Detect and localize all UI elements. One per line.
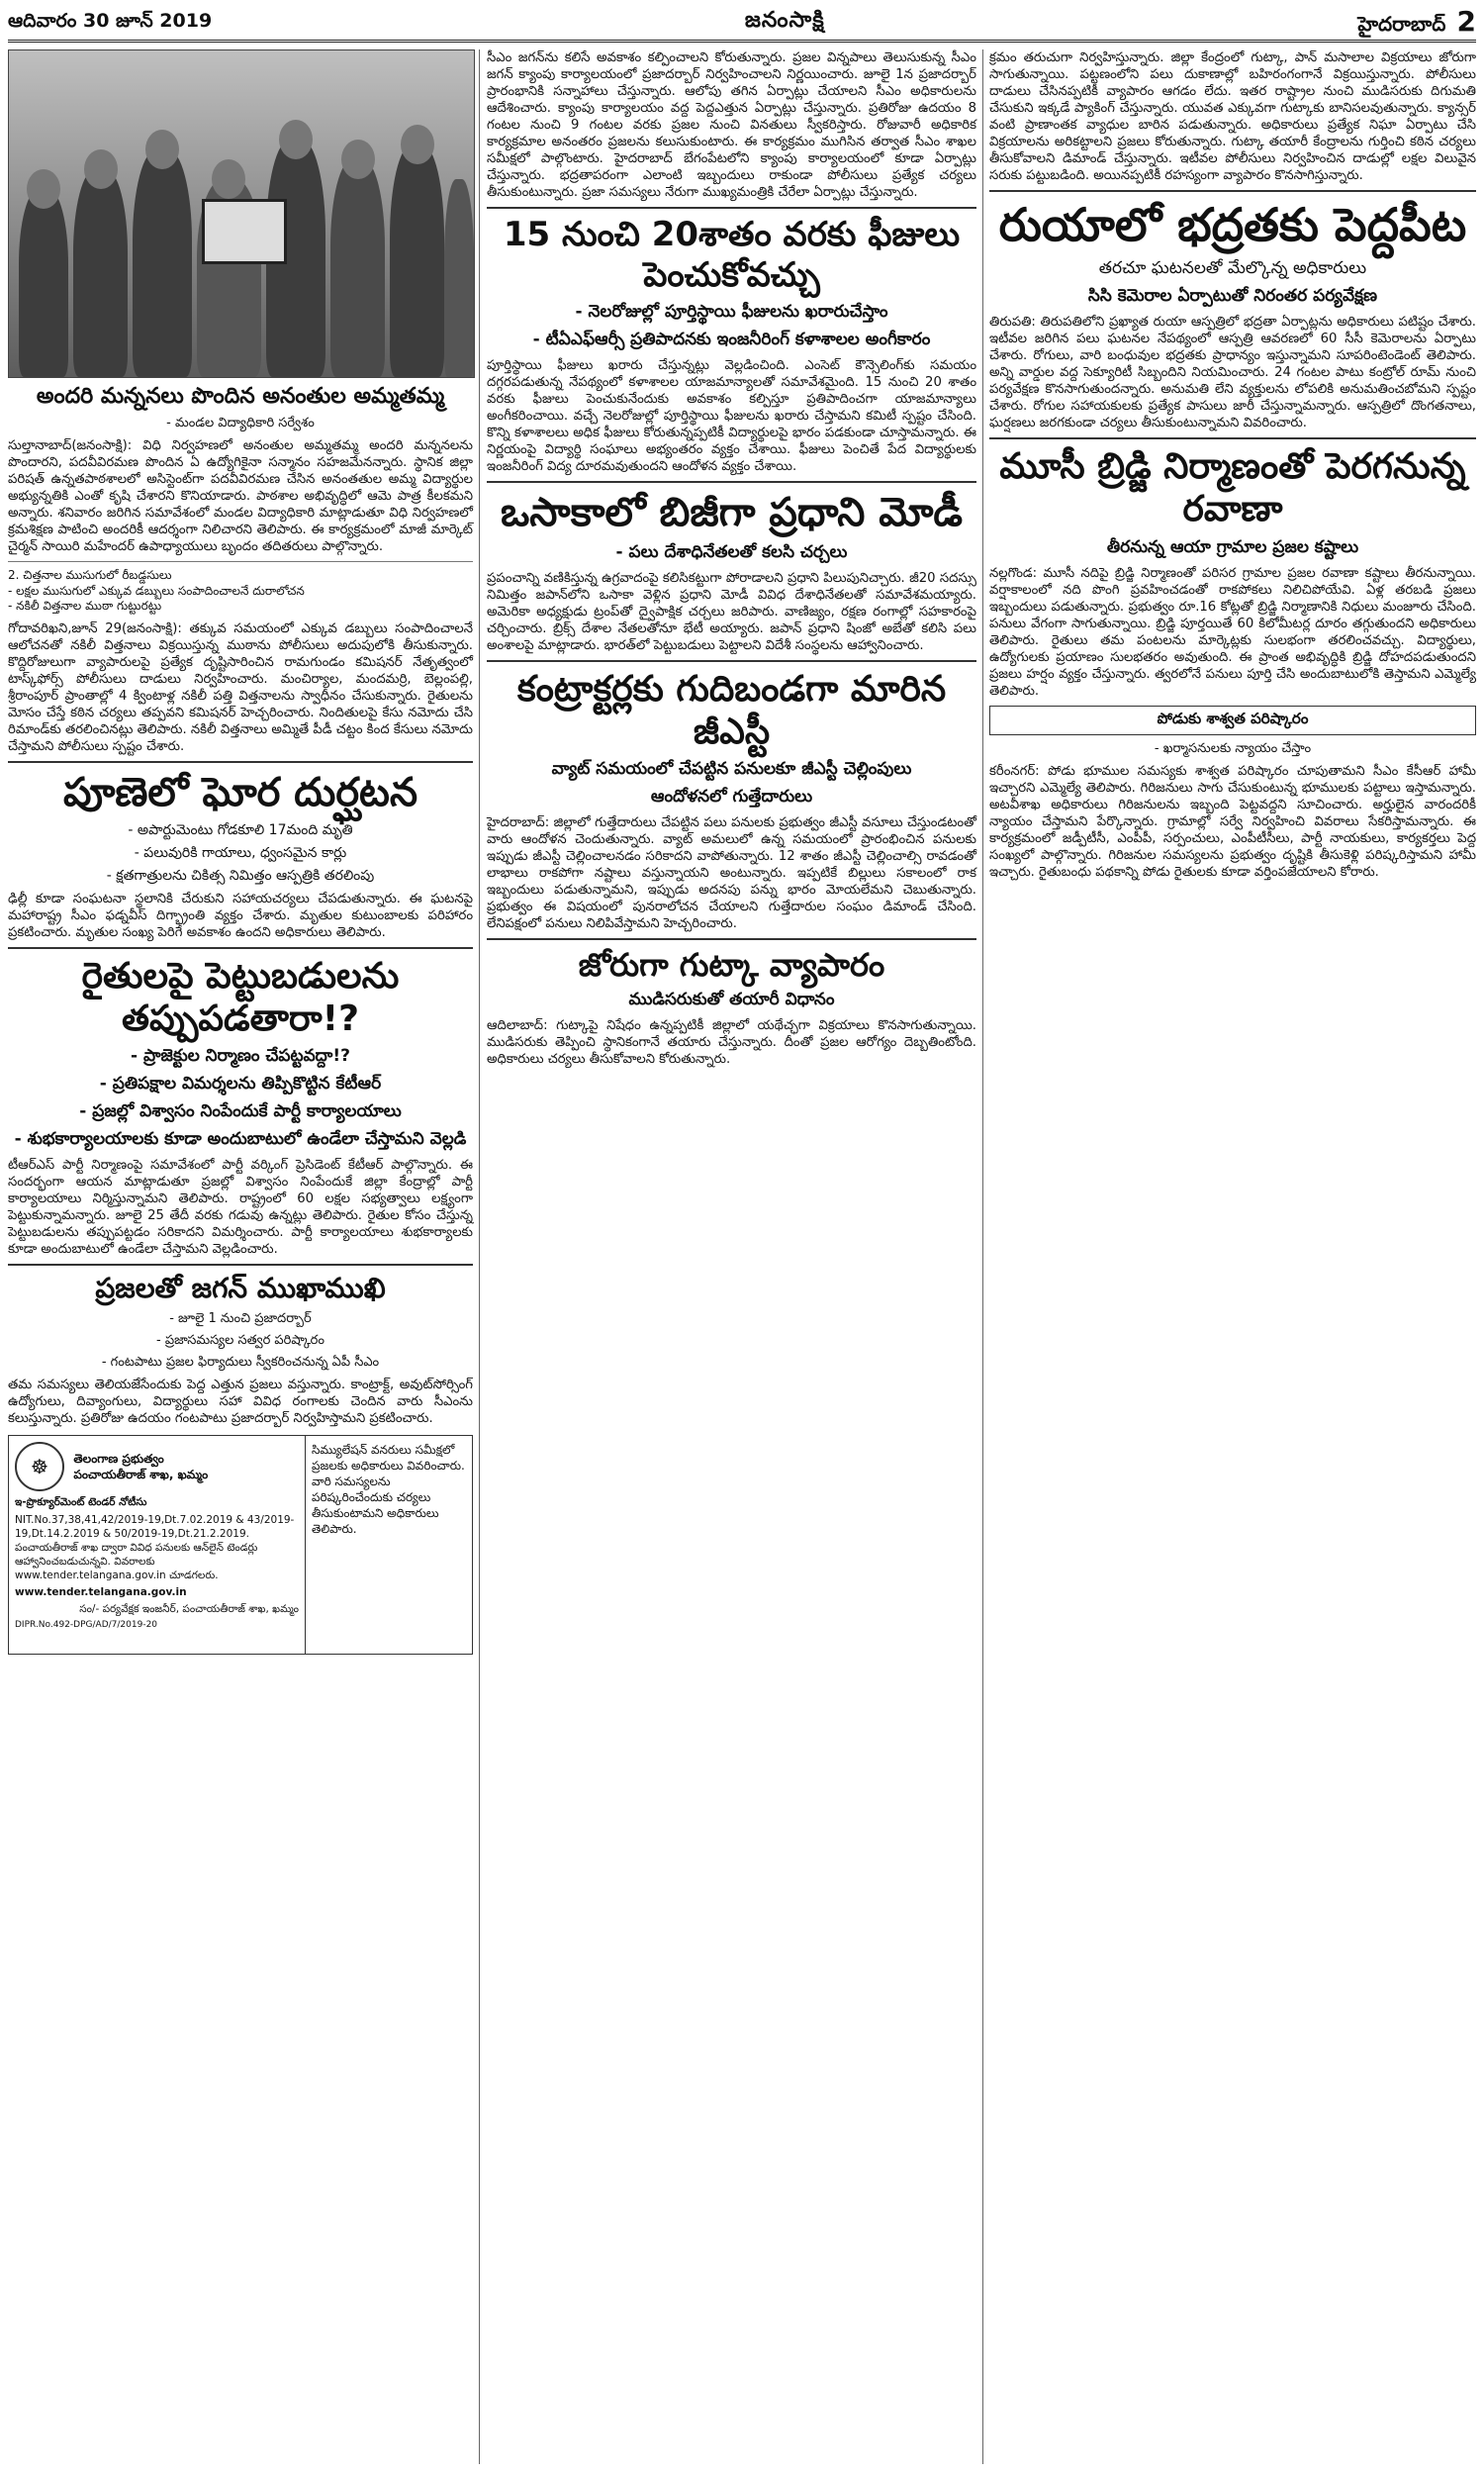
headline: రుయాలో భద్రతకు పెద్దపీట bbox=[998, 198, 1467, 251]
subheadline: తరచూ ఘటనలతో మేల్కొన్న అధికారులు bbox=[1098, 258, 1367, 279]
masthead bbox=[8, 6, 1476, 43]
headline: 15 నుంచి 20శాతం వరకు ఫీజులు పెంచుకోవచ్చు bbox=[503, 215, 961, 295]
subheadline: - నెలరోజుల్లో పూర్తిస్థాయి ఫీజులను ఖరారుచేస్తాం bbox=[575, 301, 888, 322]
article-body: సీఎం జగన్‌ను కలిసే అవకాశం కల్పించాలని కోరుతున్నారు. ప్రజల విన్నపాలు తెలుసుకున్న సీఎం జగన్ క్యాంపు కార్యాలయంలో ప్రజాదర్బార్ నిర్వహించాలని నిర్ణయించారు. జూలై 1న ప్రజాదర్బార్ ప్రారంభానికి సన్నాహాలు చేస్తున్నారు. ఆలోపు తగిన ఏర్పాట్లు చేయాలని సీఎం అధికారులను ఆదేశించారు. క్యాంపు కార్యాలయం వద్ద పెద్దఎత్తున ఏర్పాట్లు చేస్తున్నారు. ప్రతిరోజు ఉదయం 8 గంటల నుంచి 9 గంటల వరకు ప్రజల నుంచి వినతులు స్వీకరిస్తారు. రోజువారీ అధికారిక కార్యక్రమాల అనంతరం ప్రజలను కలుసుకుంటారు. ఈ కార్యక్రమం ముగిసిన తర్వాత సీఎం శాఖల సమీక్షలో పాల్గొంటారు. హైదరాబాద్ బేగంపేటలోని క్యాంపు కార్యాలయంలో కూడా ఏర్పాట్లు చేస్తున్నారు. భద్రతాపరంగా ఎలాంటి ఇబ్బందులు రాకుండా పోలీసులు ప్రత్యేక చర్యలు తీసుకుంటున్నారు. ప్రజా సమస్యలు నేరుగా ముఖ్యమంత్రికి చేరేలా ఏర్పాట్లు చేస్తున్నారు. bbox=[487, 50, 981, 200]
tender-advertisement bbox=[8, 1435, 473, 1655]
byline: - మండల విద్యాధికారి సర్వేశం bbox=[166, 416, 315, 431]
headline: రైతులపై పెట్టుబడులను తప్పుపడతారా!? bbox=[81, 955, 400, 1040]
edition-city: హైదరాబాద్ bbox=[1357, 12, 1446, 36]
ad-notice-title: ఇ-ప్రొక్యూర్‌మెంట్ టెండర్ నోటీసు bbox=[15, 1495, 147, 1508]
headline: జోరుగా గుట్కా వ్యాపారం bbox=[578, 945, 885, 984]
boxed-headline: పోడుకు శాశ్వత పరిష్కారం bbox=[989, 706, 1476, 735]
subheadline: - క్షతగాత్రులను చికిత్స నిమిత్తం ఆస్పత్రికి తరలింపు bbox=[106, 867, 375, 884]
subheadline: వ్యాట్ సమయంలో చేపట్టిన పనులకూ జీఎస్టీ చెల్లింపులు bbox=[551, 758, 912, 779]
paper-name: జనంసాక్షి bbox=[744, 8, 825, 33]
article-body: పూర్తిస్థాయి ఫీజులు ఖరారు చేస్తున్నట్లు వెల్లడించింది. ఎంసెట్ కౌన్సెలింగ్‌కు సమయం దగ్గరపడుతున్న నేపథ్యంలో కళాశాలల యాజమాన్యాలతో సమావేశమైంది. 15 నుంచి 20 శాతం వరకు ఫీజులు పెంచుకునేందుకు అవకాశం కల్పిస్తూ ప్రతిపాదించగా యాజమాన్యాలు అంగీకరించాయి. వచ్చే నెలరోజుల్లో పూర్తిస్థాయి ఫీజులను ఖరారు చేస్తామని కమిటీ స్పష్టం చేసింది. కొన్ని కళాశాలలు అధిక ఫీజులు కోరుతున్నప్పటికీ విద్యార్థులపై భారం పడకుండా చూస్తామన్నారు. ఈ నిర్ణయంపై విద్యార్థి సంఘాలు అభ్యంతరం వ్యక్తం చేశాయి. ఫీజులు పెంచితే పేద విద్యార్థులకు ఇంజనీరింగ్ విద్య దూరమవుతుందని ఆందోళన వ్యక్తం చేశాయి. bbox=[487, 357, 981, 474]
subheadline: సిసి కెమెరాల ఏర్పాటుతో నిరంతర పర్యవేక్షణ bbox=[1087, 286, 1378, 307]
article-bullets: 2. చిత్తనాల ముసుగులో రీబడ్డసులు - లక్షల ముసుగులో ఎక్కువ డబ్బులు సంపాదించాలనే దురాలోచన - నకిలీ విత్తనాల ముఠా గుట్టురట్టు bbox=[8, 568, 305, 614]
subheadline: - ప్రాజెక్టుల నిర్మాణం చేపట్టవద్దా!? bbox=[131, 1046, 350, 1067]
article-body: తిరుపతి: తిరుపతిలోని ప్రఖ్యాత రుయా ఆస్పత్రిలో భద్రతా ఏర్పాట్లను అధికారులు పటిష్టం చేశారు. ఇటీవల జరిగిన పలు ఘటనల నేపథ్యంలో ఆస్పత్రి ఆవరణలో 60 సీసీ కెమెరాలను ఏర్పాటు చేశారు. రోగులు, వారి బంధువుల భద్రతకు ప్రాధాన్యం ఇస్తున్నామని సూపరింటెండెంట్ తెలిపారు. అన్ని వార్డుల వద్ద సెక్యూరిటీ సిబ్బందిని నియమించారు. 24 గంటల పాటు కంట్రోల్ రూమ్ నుంచి పర్యవేక్షణ కొనసాగుతుందన్నారు. అనుమతి లేని వ్యక్తులను లోపలికి అనుమతించబోమని స్పష్టం చేశారు. రోగుల సహాయకులకు ప్రత్యేక పాసులు జారీ చేస్తున్నామన్నారు. ఆస్పత్రిలో దొంగతనాలు, ఘర్షణలు జరగకుండా చర్యలు తీసుకుంటున్నామని వివరించారు. bbox=[989, 315, 1481, 431]
headline: కంట్రాక్టర్లకు గుదిబండగా మారిన జీఎస్టీ bbox=[516, 668, 947, 752]
subheadline: - జూలై 1 నుంచి ప్రజాదర్బార్ bbox=[169, 1310, 312, 1326]
article-body: క్రమం తరుచుగా నిర్వహిస్తున్నారు. జిల్లా కేంద్రంలో గుట్కా, పాన్ మసాలాల విక్రయాలు జోరుగా సాగుతున్నాయి. పట్టణంలోని పలు దుకాణాల్లో బహిరంగంగానే విక్రయిస్తున్నారు. పోలీసులు దాడులు చేసినప్పటికీ వ్యాపారం ఆగడం లేదు. ఇతర రాష్ట్రాల నుంచి ముడిసరుకు దిగుమతి చేసుకుని ఇక్కడే ప్యాకింగ్ చేస్తున్నారు. యువత ఎక్కువగా గుట్కాకు బానిసలవుతున్నారు. క్యాన్సర్ వంటి ప్రాణాంతక వ్యాధుల బారిన పడుతున్నారు. అధికారులు ప్రత్యేక నిఘా ఏర్పాటు చేసి విక్రయాలను అరికట్టాలని ప్రజలు కోరుతున్నారు. గుట్కా తయారీ కేంద్రాలను గుర్తించి కఠిన చర్యలు తీసుకోవాలని డిమాండ్ చేస్తున్నారు. ఇటీవల పోలీసులు నిర్వహించిన దాడుల్లో లక్షల విలువైన సరుకు పట్టుబడింది. అయినప్పటికీ రహస్యంగా వ్యాపారం కొనసాగిస్తున్నారు. bbox=[989, 50, 1481, 183]
ad-side-text: సిమ్యులేషన్ వనరులు సమీక్షలో ప్రజలకు అధికారులు వివరించారు. వారి సమస్యలను పరిష్కరించేందుకు చర్యలు తీసుకుంటామని అధికారులు తెలిపారు. bbox=[312, 1442, 465, 1536]
article-body: ఆదిలాబాద్: గుట్కాపై నిషేధం ఉన్నప్పటికీ జిల్లాలో యథేచ్ఛగా విక్రయాలు కొనసాగుతున్నాయి. ముడిసరుకు తెప్పించి స్థానికంగానే తయారు చేస్తున్నారు. దీంతో ప్రజల ఆరోగ్యం దెబ్బతింటోంది. అధికారులు చర్యలు తీసుకోవాలని కోరుతున్నారు. bbox=[487, 1018, 981, 1068]
award-frame bbox=[202, 199, 287, 264]
subheadline: - శుభకార్యాలయాలకు కూడా అందుబాటులో ఉండేలా చేస్తామని వెల్లడి bbox=[14, 1129, 467, 1150]
article-body: నల్లగొండ: మూసీ నదిపై బ్రిడ్జి నిర్మాణంతో పరిసర గ్రామాల ప్రజల రవాణా కష్టాలు తీరనున్నాయి. వర్షాకాలంలో నది పొంగి ప్రవహించడంతో రాకపోకలు నిలిచిపోయేవి. ఏళ్ల తరబడి ప్రజలు ఇబ్బందులు పడుతున్నారు. ప్రభుత్వం రూ.16 కోట్లతో బ్రిడ్జి నిర్మాణానికి నిధులు మంజూరు చేసింది. పనులు వేగంగా సాగుతున్నాయి. బ్రిడ్జి పూర్తయితే 60 కిలోమీటర్ల దూరం తగ్గుతుందని అధికారులు తెలిపారు. రైతులు తమ పంటలను మార్కెట్లకు సులభంగా తరలించవచ్చు. విద్యార్థులు, ఉద్యోగులకు ప్రయాణం సులభతరం అవుతుంది. ఈ ప్రాంత అభివృద్ధికి బ్రిడ్జి దోహదపడుతుందని ప్రజలు హర్షం వ్యక్తం చేస్తున్నారు. త్వరలోనే పనులు పూర్తి చేసి అందుబాటులోకి తెస్తామని ఎమ్మెల్యే తెలిపారు. bbox=[989, 565, 1481, 699]
ad-department: తెలంగాణ ప్రభుత్వం పంచాయతీరాజ్ శాఖ, ఖమ్మం bbox=[73, 1451, 209, 1481]
ad-notice bbox=[9, 1436, 306, 1654]
news-photo bbox=[8, 49, 475, 378]
article-body: ప్రపంచాన్ని వణికిస్తున్న ఉగ్రవాదంపై కలిసికట్టుగా పోరాడాలని ప్రధాని పిలుపునిచ్చారు. జీ20 సదస్సు నిమిత్తం జపాన్‌లోని ఒసాకా వెళ్లిన ప్రధాని మోడీ వివిధ దేశాధినేతలతో సమావేశమయ్యారు. అమెరికా అధ్యక్షుడు ట్రంప్‌తో ద్వైపాక్షిక చర్చలు జరిపారు. వాణిజ్యం, రక్షణ రంగాల్లో సహకారంపై చర్చించారు. బ్రిక్స్ దేశాల నేతలతోనూ భేటీ అయ్యారు. జపాన్ ప్రధాని షింజో అబేతో కలిసి పలు అంశాలపై మాట్లాడారు. భారత్‌లో పెట్టుబడులు పెట్టాలని విదేశీ సంస్థలను ఆహ్వానించారు. bbox=[487, 570, 981, 653]
subheadline: - పలు దేశాధినేతలతో కలసి చర్చలు bbox=[615, 541, 848, 562]
article-body: ఢిల్లీ కూడా సంఘటనా స్థలానికి చేరుకుని సహాయచర్యలు చేపడుతున్నారు. ఈ ఘటనపై మహారాష్ట్ర సీఎం ఫడ్నవీస్ దిగ్భ్రాంతి వ్యక్తం చేశారు. మృతుల కుటుంబాలకు పరిహారం ప్రకటించారు. మృతుల సంఖ్య పెరిగే అవకాశం ఉందని అధికారులు తెలిపారు. bbox=[8, 891, 478, 940]
article-body: కరీంనగర్: పోడు భూముల సమస్యకు శాశ్వత పరిష్కారం చూపుతామని సీఎం కేసీఆర్ హామీ ఇచ్చారని ఎమ్మెల్యే తెలిపారు. గిరిజనులు సాగు చేసుకుంటున్న భూములకు పట్టాలు ఇస్తామన్నారు. అటవీశాఖ అధికారులు గిరిజనులను ఇబ్బంది పెట్టవద్దని సూచించారు. అర్హులైన వారందరికీ న్యాయం చేస్తామని పేర్కొన్నారు. గ్రామాల్లో సర్వే నిర్వహించి వివరాలు సేకరిస్తామన్నారు. ఈ కార్యక్రమంలో జడ్పీటీసీ, ఎంపీపీ, సర్పంచులు, ఎంపీటీసీలు, పార్టీ నాయకులు, కార్యకర్తలు పెద్ద సంఖ్యలో పాల్గొన్నారు. గిరిజనుల సమస్యలను ప్రభుత్వం దృష్టికి తీసుకెళ్లి పరిష్కరిస్తామని హామీ ఇచ్చారు. రైతుబంధు పథకాన్ని పోడు రైతులకు కూడా వర్తింపజేయాలని కోరారు. bbox=[989, 763, 1481, 880]
headline: ప్రజలతో జగన్ ముఖాముఖి bbox=[95, 1272, 386, 1305]
subheadline: ఆందోళనలో గుత్తేదారులు bbox=[650, 786, 813, 807]
column-1 bbox=[8, 49, 478, 1655]
subheadline: ముడిసరుకుతో తయారీ విధానం bbox=[628, 990, 835, 1010]
government-seal-icon: ☸ bbox=[15, 1442, 64, 1491]
column-divider bbox=[479, 49, 480, 2464]
subheadline: - ప్రజల్లో విశ్వాసం నింపేందుకే పార్టీ కార్యాలయాలు bbox=[79, 1101, 402, 1122]
headline: మూసీ బ్రిడ్జి నిర్మాణంతో పెరగనున్న రవాణా bbox=[999, 446, 1466, 530]
subheadline: - టీఏఎఫ్ఆర్సీ ప్రతిపాదనకు ఇంజనీరింగ్ కళాశాలల అంగీకారం bbox=[532, 329, 931, 349]
column-divider bbox=[982, 49, 983, 2464]
column-2 bbox=[487, 49, 981, 1074]
article-body: గోదావరిఖని,జూన్ 29(జనంసాక్షి): తక్కువ సమయంలో ఎక్కువ డబ్బులు సంపాదించాలనే ఆలోచనతో నకిలీ విత్తనాలు విక్రయిస్తున్న ముఠాను పోలీసులు అదుపులోకి తీసుకున్నారు. కొద్దిరోజులుగా వ్యాపారులపై ప్రత్యేక దృష్టిసారించిన రామగుండం కమిషనర్ నేతృత్వంలో టాస్క్‌ఫోర్స్ పోలీసులు దాడులు నిర్వహించారు. మంచిర్యాల, మందమర్రి, బెల్లంపల్లి, శ్రీరాంపూర్ ప్రాంతాల్లో 4 క్వింటాళ్ల నకిలీ పత్తి విత్తనాలను స్వాధీనం చేసుకున్నారు. రైతులను మోసం చేస్తే కఠిన చర్యలు తప్పవని కమిషనర్ హెచ్చరించారు. నిందితులపై కేసు నమోదు చేసి రిమాండ్‌కు తరలించినట్లు తెలిపారు. నకిలీ విత్తనాలు అమ్మితే పీడీ చట్టం కింద కేసులు నమోదు చేస్తామని పోలీసులు స్పష్టం చేశారు. bbox=[8, 620, 478, 754]
page-number: 2 bbox=[1456, 5, 1476, 38]
subheadline: - పలువురికి గాయాలు, ధ్వంసమైన కార్లు bbox=[134, 844, 347, 861]
ad-details: NIT.No.37,38,41,42/2019-19,Dt.7.02.2019 & 43/2019-19,Dt.14.2.2019 & 50/2019-19,Dt.21.2.2019. పంచాయతీరాజ్ శాఖ ద్వారా వివిధ పనులకు ఆన్‌లైన్ టెండర్లు ఆహ్వానించబడుచున్నవి. వివరాలకు www.tender.telangana.gov.in చూడగలరు. bbox=[15, 1513, 295, 1581]
photo-caption: అందరి మన్ననలు పొందిన అనంతుల అమ్మతమ్మ bbox=[36, 384, 445, 409]
headline: ఒసాకాలో బిజీగా ప్రధాని మోడీ bbox=[501, 489, 963, 535]
subheadline: - ప్రజాసమస్యల సత్వర పరిష్కారం bbox=[156, 1332, 325, 1348]
subheadline: - ప్రతిపక్షాల విమర్శలను తిప్పికొట్టిన కేటీఆర్ bbox=[99, 1074, 382, 1095]
article-body: తమ సమస్యలు తెలియజేసేందుకు పెద్ద ఎత్తున ప్రజలు వస్తున్నారు. కాంట్రాక్ట్, అవుట్‌సోర్సింగ్ ఉద్యోగులు, దివ్యాంగులు, విద్యార్థులు సహా వివిధ రంగాలకు చెందిన వారు సీఎంను కలుస్తున్నారు. ప్రతిరోజు ఉదయం గంటపాటు ప్రజాదర్బార్ నిర్వహిస్తామని ప్రకటించారు. bbox=[8, 1377, 478, 1426]
byline: - ఖర్మాసనులకు న్యాయం చేస్తాం bbox=[1154, 740, 1312, 756]
column-3 bbox=[989, 49, 1481, 887]
ad-website-link[interactable]: www.tender.telangana.gov.in bbox=[15, 1585, 187, 1598]
subheadline: తీరనున్న ఆయా గ్రామాల ప్రజల కష్టాలు bbox=[1106, 536, 1359, 557]
ad-code: DIPR.No.492-DPG/AD/7/2019-20 bbox=[15, 1619, 158, 1630]
ad-signer: సం/- పర్యవేక్షక ఇంజనీర్, పంచాయతీరాజ్ శాఖ, ఖమ్మం bbox=[79, 1602, 299, 1615]
headline: పూణెలో ఘోర దుర్ఘటన bbox=[62, 769, 418, 815]
byline: - గంటపాటు ప్రజల ఫిర్యాదులు స్వీకరించనున్న ఏపీ సీఎం bbox=[101, 1354, 380, 1370]
article-body: టీఆర్ఎస్ పార్టీ నిర్మాణంపై సమావేశంలో పార్టీ వర్కింగ్ ప్రెసిడెంట్ కేటీఆర్ పాల్గొన్నారు. ఈ సందర్భంగా ఆయన మాట్లాడుతూ ప్రజల్లో విశ్వాసం నింపేందుకే జిల్లా కేంద్రాల్లో పార్టీ కార్యాలయాలు నిర్మిస్తున్నామని తెలిపారు. రాష్ట్రంలో 60 లక్షల సభ్యత్వాలు లక్ష్యంగా పెట్టుకున్నామన్నారు. జూలై 25 తేదీ వరకు గడువు ఉన్నట్లు తెలిపారు. రైతుల కోసం చేస్తున్న పెట్టుబడులను తప్పుపట్టడం సరికాదని విమర్శించారు. పార్టీ కార్యాలయాలు శుభకార్యాలకు కూడా అందుబాటులో ఉండేలా చేస్తామని వెల్లడించారు. bbox=[8, 1158, 478, 1258]
article-body: సుల్తానాబాద్(జనంసాక్షి): విధి నిర్వహణలో అనంతుల అమ్మతమ్మ అందరి మన్ననలను పొందారని, పదవీవిరమణ పొందిన ఏ ఉద్యోగికైనా సన్మానం సహజమేనన్నారు. స్థానిక జిల్లా పరిషత్ ఉన్నతపాఠశాలలో అసిస్టెంట్‌గా పదవీవిరమణ చేసిన అనంతతుల అమ్మ విద్యార్థుల అభ్యున్నతికి ఎంతో కృషి చేశారని కొనియాడారు. పాఠశాల అభివృద్ధిలో ఆమె పాత్ర కీలకమని అన్నారు. శనివారం జరిగిన సమావేశంలో మండల విద్యాధికారి మాట్లాడుతూ విధి నిర్వహణలో క్రమశిక్షణ పాటించి అందరికీ ఆదర్శంగా నిలిచారని తెలిపారు. ఈ కార్యక్రమంలో మాజీ మార్కెట్ చైర్మన్ సాయిరి మహేందర్ ఉపాధ్యాయులు బృందం తదితరులు పాల్గొన్నారు. bbox=[8, 438, 478, 555]
subheadline: - అపార్టుమెంటు గోడకూలి 17మంది మృతి bbox=[128, 821, 353, 838]
article-body: హైదరాబాద్: జిల్లాలో గుత్తేదారులు చేపట్టిన పలు పనులకు ప్రభుత్వం జీఎస్టీ వసూలు చేస్తుండటంతో వారు ఆందోళన చెందుతున్నారు. వ్యాట్ అమలులో ఉన్న సమయంలో ప్రారంభించిన పనులకు ఇప్పుడు జీఎస్టీ చెల్లించాలనడం సరికాదని వాపోతున్నారు. 12 శాతం జీఎస్టీ చెల్లించాల్సి రావడంతో లాభాలు రాకపోగా నష్టాలు వస్తున్నాయని అంటున్నారు. ఇప్పటికే బిల్లులు సకాలంలో రాక ఇబ్బందులు పడుతున్నామని, ఇప్పుడు అదనపు పన్ను భారం మోయలేమని చెబుతున్నారు. ప్రభుత్వం ఈ విషయంలో పునరాలోచన చేయాలని గుత్తేదారుల సంఘం డిమాండ్ చేసింది. లేనిపక్షంలో పనులు నిలిపివేస్తామని హెచ్చరించారు. bbox=[487, 814, 981, 931]
issue-date: ఆదివారం 30 జూన్ 2019 bbox=[8, 9, 213, 32]
